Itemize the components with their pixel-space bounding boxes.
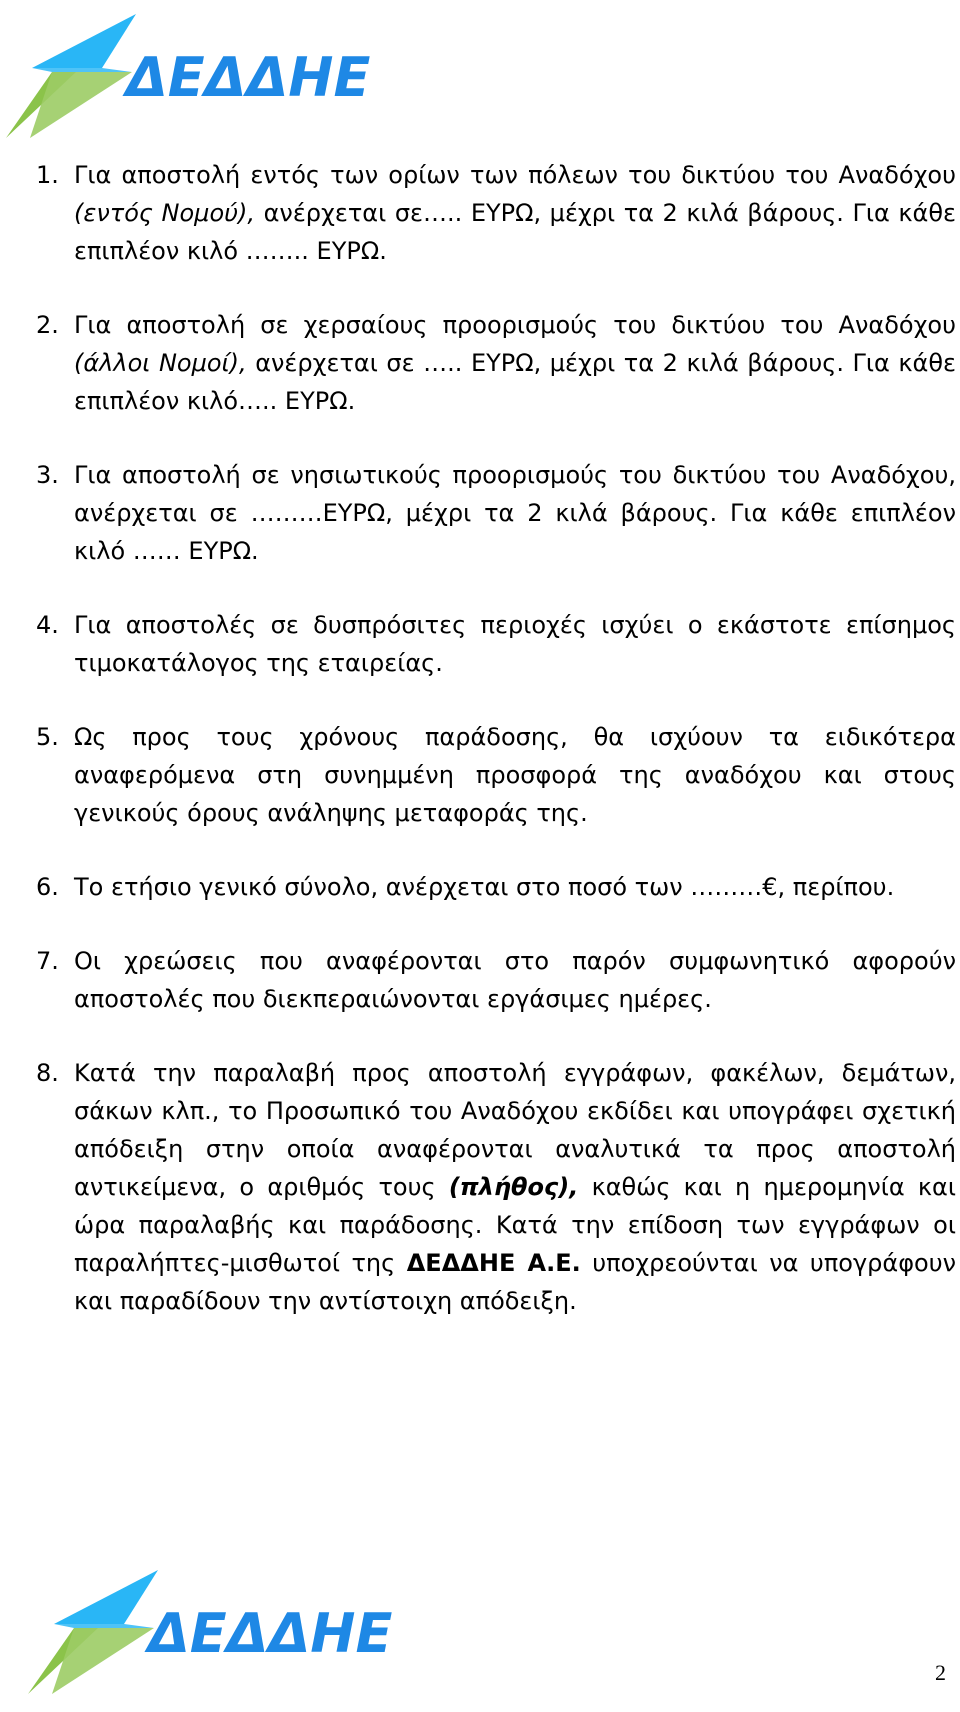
item-number: 7. (36, 947, 59, 975)
lightning-bolt-icon (6, 10, 386, 150)
item-text: Κατά την παραλαβή προς αποστολή εγγράφων, φακέλων, δεμάτων, σάκων κλπ., το Προσωπικό του Αναδόχου εκδίδει και υπογράφει σχετική απόδειξη στην οποία αναφέρονται αναλυτικά τα προς αποστολή αντικείμενα, ο αριθμός τους (74, 1059, 956, 1201)
item-number: 5. (36, 723, 59, 751)
footer-logo (28, 1566, 408, 1706)
lightning-bolt-icon (28, 1566, 408, 1706)
item-number: 4. (36, 611, 59, 639)
list-item (36, 456, 956, 570)
item-number: 1. (36, 161, 59, 189)
item-number: 3. (36, 461, 59, 489)
list-item (36, 306, 956, 420)
item-text: (άλλοι Νομοί), (74, 349, 247, 377)
item-text: ΔΕΔΔΗΕ Α.Ε. (406, 1249, 581, 1277)
list-item (36, 942, 956, 1018)
item-text: (εντός Νομού), (74, 199, 256, 227)
item-text: Το ετήσιο γενικό σύνολο, ανέρχεται στο ποσό των ………€, περίπου. (74, 873, 895, 901)
item-text: Οι χρεώσεις που αναφέρονται στο παρόν συμφωνητικό αφορούν αποστολές που διεκπεραιώνονται εργάσιμες ημέρες. (74, 947, 956, 1013)
list-item (36, 156, 956, 270)
list-item (36, 606, 956, 682)
item-number: 2. (36, 311, 59, 339)
item-text: Για αποστολή σε νησιωτικούς προορισμούς του δικτύου του Αναδόχου, ανέρχεται σε ………ΕΥΡΩ, μέχρι τα 2 κιλά βάρους. Για κάθε επιπλέον κιλό …… ΕΥΡΩ. (74, 461, 956, 565)
item-number: 6. (36, 873, 59, 901)
item-text: ανέρχεται σε ….. ΕΥΡΩ, μέχρι τα 2 κιλά βάρους. Για κάθε επιπλέον κιλό….. ΕΥΡΩ. (74, 349, 956, 415)
logo-text: ΔΕΔΔΗΕ (148, 1602, 393, 1665)
item-text: Ως προς τους χρόνους παράδοσης, θα ισχύουν τα ειδικότερα αναφερόμενα στη συνημμένη προσφορά της αναδόχου και στους γενικούς όρους ανάληψης μεταφοράς της. (74, 723, 956, 827)
item-text: υποχρεούνται να υπογράφουν και παραδίδουν την αντίστοιχη απόδειξη. (74, 1249, 957, 1315)
item-text: ανέρχεται σε….. ΕΥΡΩ, μέχρι τα 2 κιλά βάρους. Για κάθε επιπλέον κιλό …….. ΕΥΡΩ. (74, 199, 956, 265)
logo-text: ΔΕΔΔΗΕ (126, 46, 371, 109)
header-logo (6, 10, 386, 150)
item-text: Για αποστολή σε χερσαίους προορισμούς του δικτύου του Αναδόχου (74, 311, 956, 339)
list-item (36, 718, 956, 832)
item-text: Για αποστολή εντός των ορίων των πόλεων του δικτύου του Αναδόχου (74, 161, 956, 189)
item-text: Για αποστολές σε δυσπρόσιτες περιοχές ισχύει ο εκάστοτε επίσημος τιμοκατάλογος της εταιρείας. (74, 611, 956, 677)
document-body (36, 156, 956, 1356)
item-text: (πλήθος), (448, 1173, 579, 1201)
page-number: 2 (935, 1660, 946, 1685)
item-number: 8. (36, 1059, 59, 1087)
list-item (36, 868, 956, 906)
item-text: καθώς και η ημερομηνία και ώρα παραλαβής και παράδοσης. Κατά την επίδοση των εγγράφων οι παραλήπτες-μισθωτοί της (74, 1173, 957, 1277)
list-item (36, 1054, 956, 1320)
